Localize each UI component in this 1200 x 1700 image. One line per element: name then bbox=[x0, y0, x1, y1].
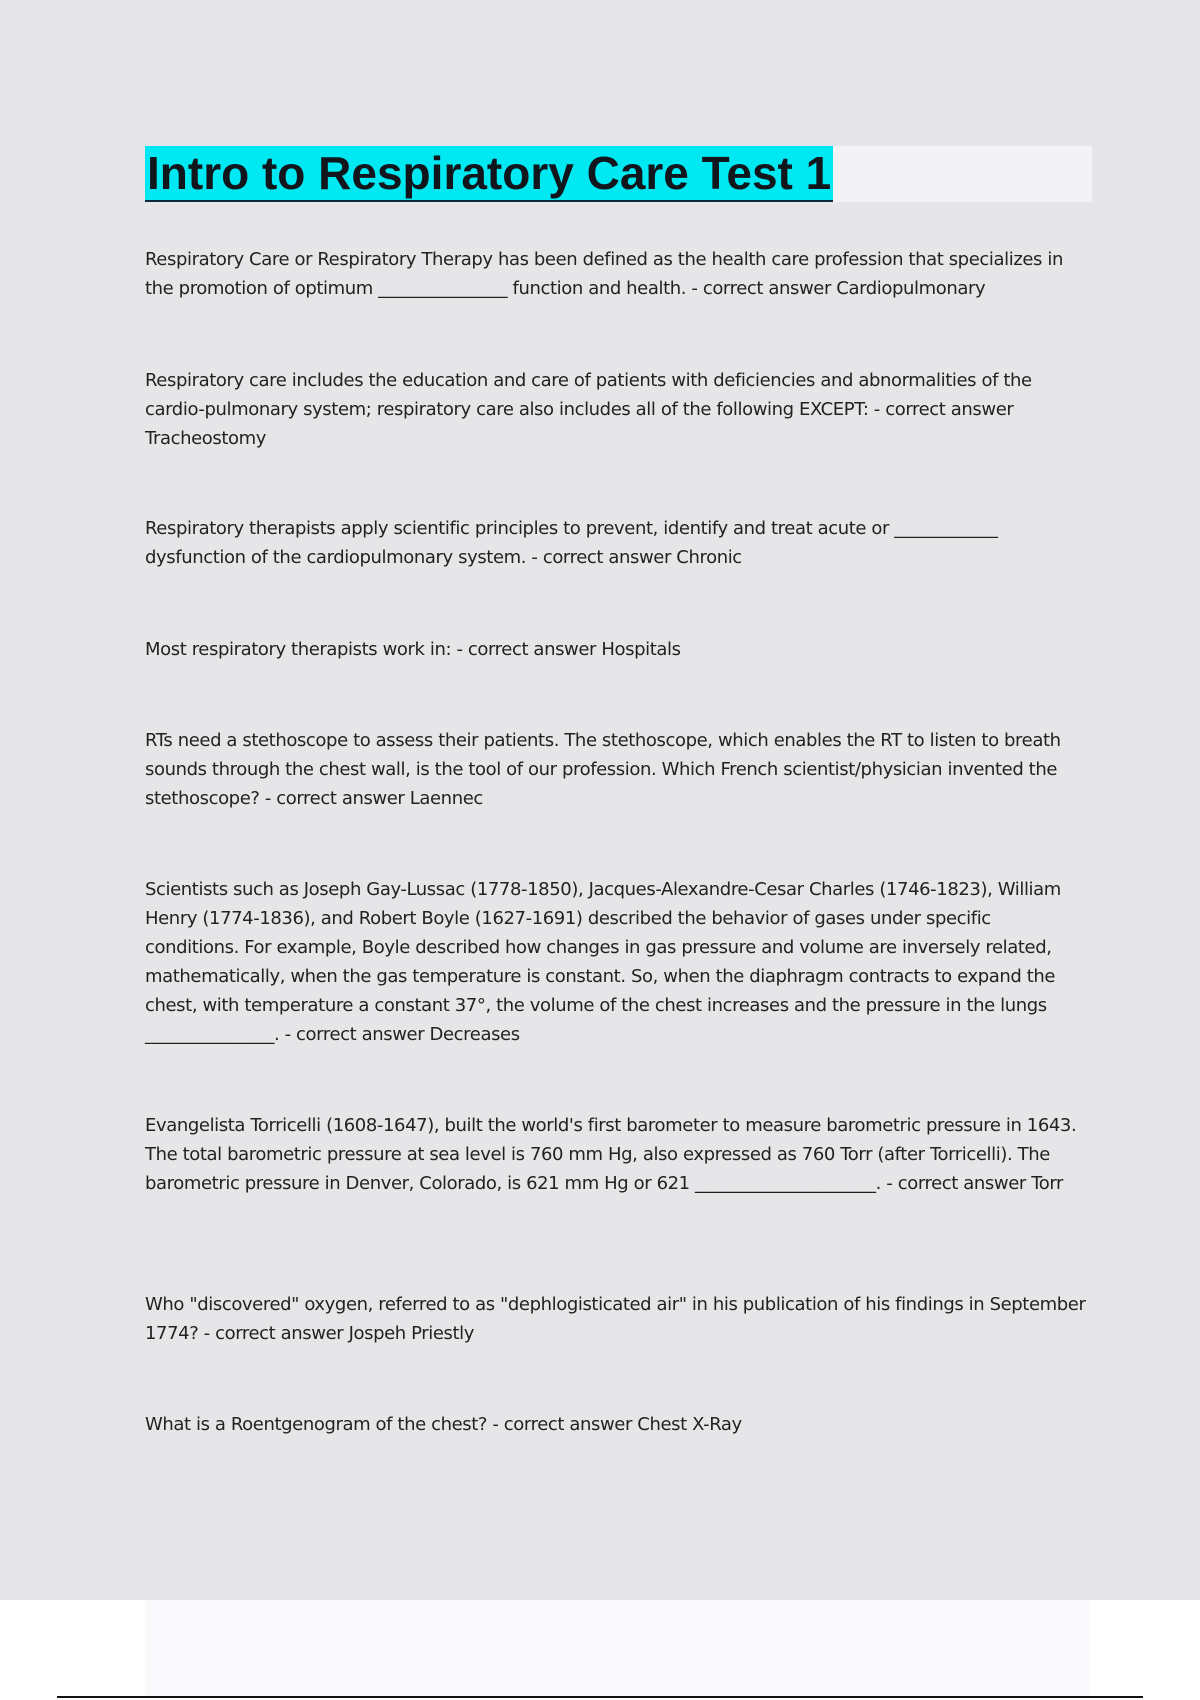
question-8: Who "discovered" oxygen, referred to as "dephlogisticated air" in his publication of his findings in September 1774? - correct answer Jospeh Priestly bbox=[145, 1294, 1086, 1344]
page-divider bbox=[57, 1696, 1143, 1698]
question-1: Respiratory Care or Respiratory Therapy has been defined as the health care profession that specializes in the promotion of optimum _______________ function and health. - correct answer Cardiopulmonary bbox=[145, 249, 1063, 299]
question-7: Evangelista Torricelli (1608-1647), built the world's first barometer to measure barometric pressure in 1643. The total barometric pressure at sea level is 760 mm Hg, also expressed as 760 Torr (after Torricelli). The barometric pressure in Denver, Colorado, is 621 mm Hg or 621 _____________________. - correct answer Torr bbox=[145, 1115, 1077, 1194]
question-2: Respiratory care includes the education and care of patients with deficiencies and abnormalities of the cardio-pulmonary system; respiratory care also includes all of the following EXCEPT: - correct answer Tracheostomy bbox=[145, 370, 1032, 449]
question-5: RTs need a stethoscope to assess their patients. The stethoscope, which enables the RT to listen to breath sounds through the chest wall, is the tool of our profession. Which French scientist/physician invented the stethoscope? - correct answer Laennec bbox=[145, 730, 1061, 809]
question-6: Scientists such as Joseph Gay-Lussac (1778-1850), Jacques-Alexandre-Cesar Charles (1746-1823), William Henry (1774-1836), and Robert Boyle (1627-1691) described the behavior of gases under specific conditions. For example, Boyle described how changes in gas pressure and volume are inversely related, mathematically, when the gas temperature is constant. So, when the diaphragm contracts to expand the chest, with temperature a constant 37°, the volume of the chest increases and the pressure in the lungs _______________. - correct answer Decreases bbox=[145, 879, 1061, 1045]
document-title: Intro to Respiratory Care Test 1 bbox=[145, 146, 833, 202]
question-9: What is a Roentgenogram of the chest? - correct answer Chest X-Ray bbox=[145, 1414, 742, 1435]
question-3: Respiratory therapists apply scientific principles to prevent, identify and treat acute or ____________ dysfunction of the cardiopulmonary system. - correct answer Chronic bbox=[145, 518, 998, 568]
next-page-area bbox=[145, 1600, 1090, 1696]
question-4: Most respiratory therapists work in: - correct answer Hospitals bbox=[145, 639, 681, 660]
